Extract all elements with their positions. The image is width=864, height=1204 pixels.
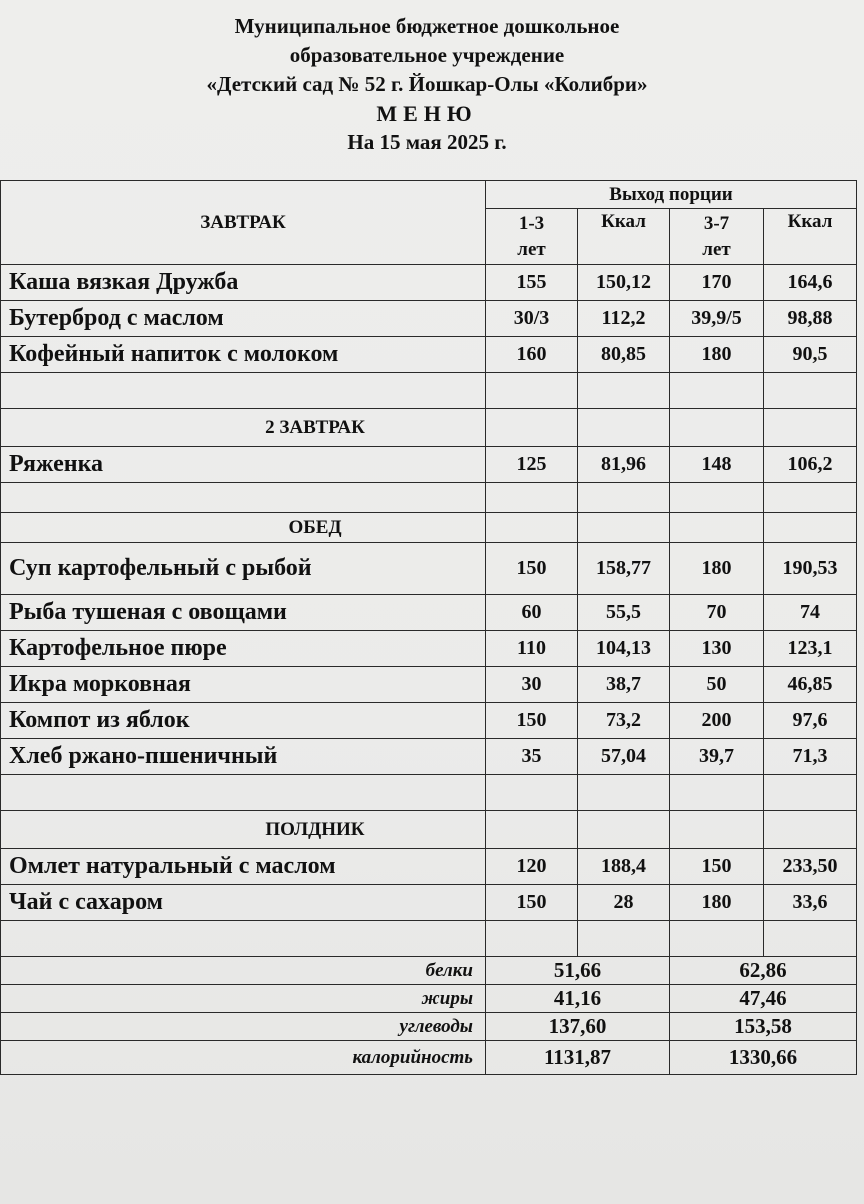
document-header xyxy=(0,12,854,157)
portion-3-7: 150 xyxy=(670,849,764,885)
total-label-protein: белки xyxy=(1,957,486,985)
table-header-row-1 xyxy=(1,181,857,209)
section-row xyxy=(1,513,857,543)
total-label-fat: жиры xyxy=(1,985,486,1013)
totals-row xyxy=(1,1041,857,1075)
section-title-lunch: ОБЕД xyxy=(1,513,486,543)
section-title-snack: ПОЛДНИК xyxy=(1,811,486,849)
dish-name: Хлеб ржано-пшеничный xyxy=(1,739,486,775)
section-row xyxy=(1,409,857,447)
totals-row xyxy=(1,1013,857,1041)
kcal-3-7: 46,85 xyxy=(764,667,857,703)
total-1-3: 51,66 xyxy=(486,957,670,985)
table-row xyxy=(1,595,857,631)
kcal-1-3: 57,04 xyxy=(578,739,670,775)
age-3-7-range: 3-7 xyxy=(703,212,730,234)
table-row xyxy=(1,849,857,885)
kcal-3-7: 164,6 xyxy=(764,265,857,301)
section-title-breakfast-2: 2 ЗАВТРАК xyxy=(1,409,486,447)
empty-row xyxy=(1,483,857,513)
dish-name: Каша вязкая Дружба xyxy=(1,265,486,301)
kcal-3-7: 74 xyxy=(764,595,857,631)
menu-date: На 15 мая 2025 г. xyxy=(347,130,507,154)
age-3-7-unit: лет xyxy=(702,238,731,260)
table-row xyxy=(1,265,857,301)
kcal-1-3: 104,13 xyxy=(578,631,670,667)
kcal-3-7: 233,50 xyxy=(764,849,857,885)
portion-3-7: 39,7 xyxy=(670,739,764,775)
dish-name: Чай с сахаром xyxy=(1,885,486,921)
age-1-3-range: 1-3 xyxy=(518,212,545,234)
table-row xyxy=(1,337,857,373)
table-row xyxy=(1,739,857,775)
kcal-1-3: 38,7 xyxy=(578,667,670,703)
portion-1-3: 35 xyxy=(486,739,578,775)
total-1-3: 41,16 xyxy=(486,985,670,1013)
portion-1-3: 30/3 xyxy=(486,301,578,337)
portion-3-7: 50 xyxy=(670,667,764,703)
table-row xyxy=(1,703,857,739)
menu-title: МЕНЮ xyxy=(376,101,478,126)
kcal-1-3: 150,12 xyxy=(578,265,670,301)
dish-name: Бутерброд с маслом xyxy=(1,301,486,337)
dish-name: Суп картофельный с рыбой xyxy=(1,543,486,595)
kcal-3-7: 97,6 xyxy=(764,703,857,739)
total-3-7: 47,46 xyxy=(670,985,857,1013)
total-3-7: 153,58 xyxy=(670,1013,857,1041)
totals-row xyxy=(1,985,857,1013)
kcal-3-7: 106,2 xyxy=(764,447,857,483)
kcal-3-7: 190,53 xyxy=(764,543,857,595)
portion-3-7: 200 xyxy=(670,703,764,739)
portion-1-3: 150 xyxy=(486,885,578,921)
kcal-3-7: 98,88 xyxy=(764,301,857,337)
totals-row xyxy=(1,957,857,985)
institution-line-3: «Детский сад № 52 г. Йошкар-Олы «Колибри» xyxy=(206,72,648,96)
portion-heading: Выход порции xyxy=(486,181,857,209)
dish-name: Ряженка xyxy=(1,447,486,483)
kcal-1-3: 81,96 xyxy=(578,447,670,483)
portion-1-3: 110 xyxy=(486,631,578,667)
dish-name: Омлет натуральный с маслом xyxy=(1,849,486,885)
kcal-3-7: 123,1 xyxy=(764,631,857,667)
kcal-3-7: 33,6 xyxy=(764,885,857,921)
table-row xyxy=(1,301,857,337)
kcal-1-3: 55,5 xyxy=(578,595,670,631)
empty-row xyxy=(1,775,857,811)
portion-3-7: 180 xyxy=(670,337,764,373)
empty-row xyxy=(1,373,857,409)
menu-table xyxy=(0,180,857,1075)
kcal-3-7: 90,5 xyxy=(764,337,857,373)
kcal-1-3: 28 xyxy=(578,885,670,921)
institution-line-1: Муниципальное бюджетное дошкольное xyxy=(234,14,620,38)
total-3-7: 62,86 xyxy=(670,957,857,985)
dish-name: Икра морковная xyxy=(1,667,486,703)
age-3-7-heading xyxy=(670,209,764,265)
kcal-1-3: 158,77 xyxy=(578,543,670,595)
table-row xyxy=(1,631,857,667)
portion-3-7: 70 xyxy=(670,595,764,631)
table-row xyxy=(1,667,857,703)
dish-name: Кофейный напиток с молоком xyxy=(1,337,486,373)
table-row xyxy=(1,447,857,483)
portion-1-3: 150 xyxy=(486,543,578,595)
portion-3-7: 180 xyxy=(670,885,764,921)
portion-3-7: 180 xyxy=(670,543,764,595)
kcal-1-3: 80,85 xyxy=(578,337,670,373)
empty-row xyxy=(1,921,857,957)
portion-3-7: 148 xyxy=(670,447,764,483)
kcal-1-3: 73,2 xyxy=(578,703,670,739)
dish-name: Картофельное пюре xyxy=(1,631,486,667)
portion-3-7: 170 xyxy=(670,265,764,301)
table-row xyxy=(1,543,857,595)
portion-1-3: 30 xyxy=(486,667,578,703)
total-1-3: 137,60 xyxy=(486,1013,670,1041)
kcal-3-7: 71,3 xyxy=(764,739,857,775)
kcal-2-heading: Ккал xyxy=(764,209,857,265)
table-row xyxy=(1,885,857,921)
portion-1-3: 125 xyxy=(486,447,578,483)
portion-1-3: 60 xyxy=(486,595,578,631)
portion-1-3: 150 xyxy=(486,703,578,739)
portion-3-7: 130 xyxy=(670,631,764,667)
dish-name: Компот из яблок xyxy=(1,703,486,739)
breakfast-heading: ЗАВТРАК xyxy=(1,181,486,265)
total-3-7: 1330,66 xyxy=(670,1041,857,1075)
kcal-1-3: 112,2 xyxy=(578,301,670,337)
institution-line-2: образовательное учреждение xyxy=(289,43,565,67)
age-1-3-heading xyxy=(486,209,578,265)
age-1-3-unit: лет xyxy=(517,238,546,260)
dish-name: Рыба тушеная с овощами xyxy=(1,595,486,631)
portion-3-7: 39,9/5 xyxy=(670,301,764,337)
kcal-1-heading: Ккал xyxy=(578,209,670,265)
section-row xyxy=(1,811,857,849)
total-label-carbs: углеводы xyxy=(1,1013,486,1041)
total-label-calories: калорийность xyxy=(1,1041,486,1075)
portion-1-3: 155 xyxy=(486,265,578,301)
kcal-1-3: 188,4 xyxy=(578,849,670,885)
total-1-3: 1131,87 xyxy=(486,1041,670,1075)
portion-1-3: 120 xyxy=(486,849,578,885)
portion-1-3: 160 xyxy=(486,337,578,373)
